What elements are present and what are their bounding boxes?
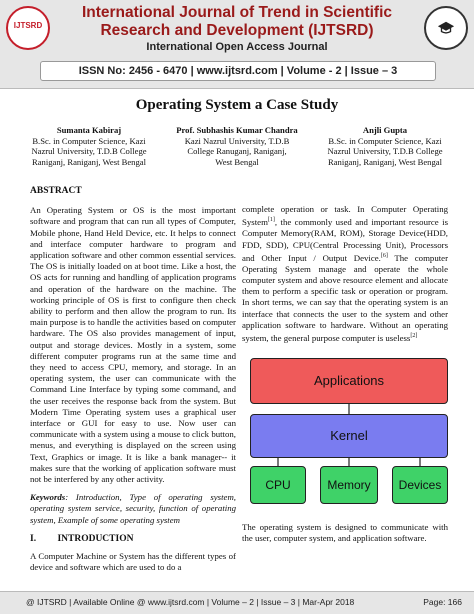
os-architecture-diagram	[250, 358, 448, 504]
arrow-icon	[250, 404, 448, 414]
journal-logo	[6, 6, 50, 50]
author-name: Anjli Gupta	[362, 125, 408, 135]
right-column	[242, 204, 448, 344]
citation: [6]	[380, 252, 388, 259]
author-name: Prof. Subhashis Kumar Chandra	[176, 125, 298, 135]
abstract-body: An Operating System or OS is the most important software and program that can run all types of Computer, Mobile phone, Hand Held Device, etc. It helps to connect and interface computer hardware to program and application software and other common essential services. The OS is initially loaded on at boot time. Like a host, the OS acts for running and handling of application programs and operation of the hardware on the machine. The working principle of OS is first to configure then check ability to perform and then allow the program to run. Its main purpose is to handle the activities based on computer hardware. The OS also provides management of input, output and storage devices. Mostly in a system, some different computer programs run at the same time and they need to access CPU, memory, and storage. In an operating system, the user can communicate with the Command Line Interface by typing some command, and the user receives the response back from the system. But Modern Time Operating system uses a graphical user interface or GUI for easy to use. Now user can communicate with a system using a mouse to click button, menus, and everything is displayed on the screen using Text, Graphics or image. It is like a bank manager-- it makes sure that the working of application software must not be interfered by any other activity.	[30, 205, 236, 485]
journal-title-line1: International Journal of Trend in Scientific	[81, 4, 393, 21]
author-affiliation: West Bengal	[215, 156, 259, 167]
right-column-bottom	[242, 522, 448, 544]
left-column	[30, 186, 236, 574]
memory-box: Memory	[320, 466, 378, 504]
author-affiliation: Raniganj, Raniganj, West Bengal	[32, 156, 146, 167]
right-paragraph: The operating system is designed to communicate with the user, computer system, and application software.	[242, 522, 448, 544]
author-block	[14, 125, 164, 167]
author-block	[310, 125, 460, 167]
page-footer	[0, 591, 474, 614]
text-run: complete operation or task. In Computer Operating System	[242, 204, 448, 228]
author-block	[162, 125, 312, 167]
introduction-body: A Computer Machine or System has the different types of device and software which are used to do a	[30, 551, 236, 573]
author-affiliation: Nazrul University, T.D.B College	[327, 146, 443, 156]
arrow-icon	[250, 458, 448, 466]
author-name: Sumanta Kabiraj	[56, 125, 122, 135]
abstract-heading: ABSTRACT	[30, 186, 82, 196]
devices-box: Devices	[392, 466, 448, 504]
right-paragraph	[242, 204, 448, 344]
kernel-box: Kernel	[250, 414, 448, 458]
journal-header	[0, 0, 474, 89]
cpu-box: CPU	[250, 466, 306, 504]
paper-title: Operating System a Case Study	[135, 97, 339, 113]
text-run: , the commonly used and important resource is Computer Memory(RAM, ROM), Storage Device(HDD, FDD, SDD), CPU(Central Processing Unit), Processors and Other Input / Output Device.	[242, 217, 448, 263]
author-affiliation: Raniganj, Raniganj, West Bengal	[328, 156, 442, 167]
logo-text: IJTSRD	[13, 21, 43, 30]
author-affiliation: B.Sc. in Computer Science, Kazi	[328, 135, 442, 146]
graduation-cap-icon	[424, 6, 468, 50]
introduction-heading: I. INTRODUCTION	[30, 533, 134, 544]
journal-title-line2: Research and Development (IJTSRD)	[100, 22, 374, 39]
issn-bar: ISSN No: 2456 - 6470 | www.ijtsrd.com | Volume - 2 | Issue – 3	[40, 61, 436, 81]
applications-box: Applications	[250, 358, 448, 404]
keywords-label: Keywords	[30, 492, 66, 503]
page-number: Page: 166	[423, 597, 462, 607]
journal-subtitle: International Open Access Journal	[146, 41, 328, 53]
author-affiliation: Nazrul University, T.D.B College	[31, 146, 147, 156]
text-run: The computer Operating System manage and operate the whole computer system and above resource element and allocate them to perform a specific task or operation or program. In short terms, we can say that the operating system is an interface that connects the user to the system and other application software to hardware. Without an operating system, the general purpose computer is useless	[242, 252, 448, 343]
author-affiliation: B.Sc. in Computer Science, Kazi	[32, 135, 146, 146]
footer-info: @ IJTSRD | Available Online @ www.ijtsrd.com | Volume – 2 | Issue – 3 | Mar-Apr 2018	[26, 597, 355, 607]
citation: [2]	[410, 333, 418, 340]
author-affiliation: Kazi Nazrul University, T.D.B	[184, 135, 290, 146]
citation: [1]	[267, 217, 275, 224]
author-affiliation: College Ranuganj, Raniganj,	[187, 146, 287, 156]
keywords	[30, 492, 236, 526]
graduation-cap-icon-svg	[437, 19, 455, 37]
keywords-text: : Introduction, Type of operating system, operating system service, security, function of operating system, Example of some operating system	[30, 492, 236, 525]
